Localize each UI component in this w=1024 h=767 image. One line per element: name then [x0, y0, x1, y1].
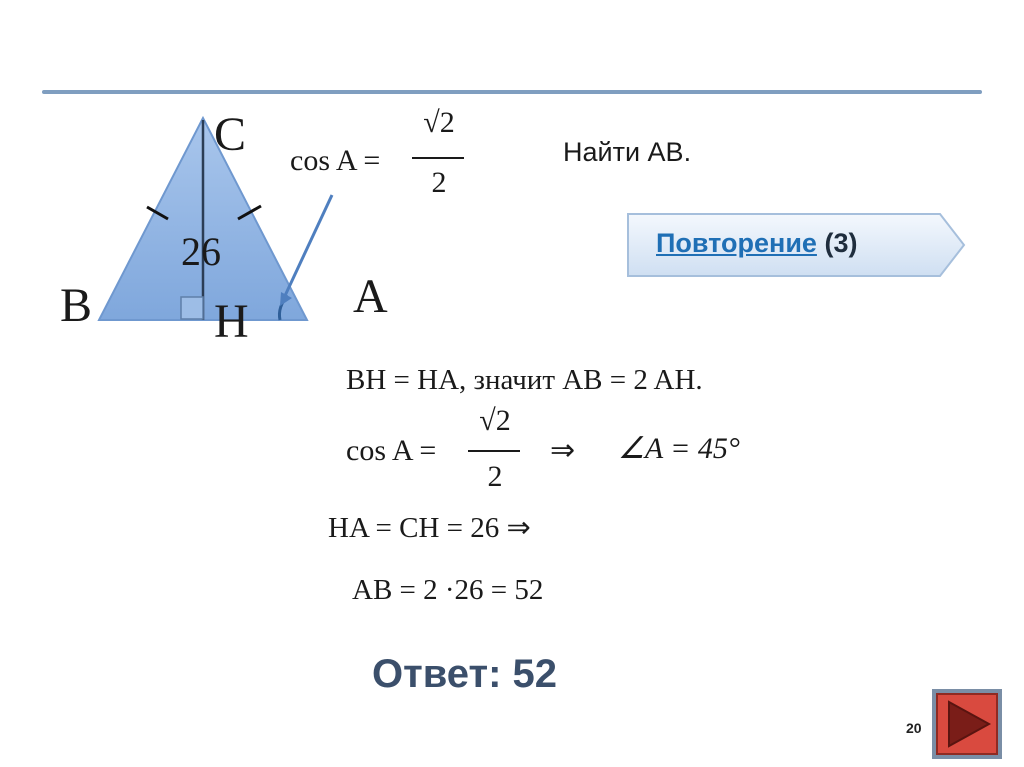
review-suffix: (3)	[824, 228, 858, 258]
solution-line-4: AB = 2 ·26 = 52	[352, 574, 544, 606]
solution-cos-denominator: 2	[487, 460, 503, 493]
solution-line-1: BH = HA, значит AB = 2 AH.	[346, 364, 703, 396]
solution-fraction-bar	[468, 450, 520, 452]
vertex-label-h: H	[214, 295, 249, 348]
pointer-arrow	[283, 195, 332, 300]
task-text: Найти АВ.	[563, 137, 692, 167]
solution-cos-numerator: √2	[479, 404, 511, 437]
next-slide-button[interactable]	[931, 688, 1003, 760]
top-formula-numerator: √2	[423, 106, 455, 139]
altitude-length-label: 26	[181, 229, 221, 274]
vertex-label-a: A	[353, 270, 388, 323]
solution-cos-lhs: cos A =	[346, 434, 437, 467]
review-button[interactable]	[656, 228, 857, 259]
review-link[interactable]: Повторение	[656, 228, 817, 258]
top-formula-denominator: 2	[431, 166, 447, 199]
vertex-label-b: B	[60, 279, 93, 332]
answer-text: Ответ: 52	[372, 652, 557, 696]
angle-result: ∠A = 45°	[618, 432, 740, 465]
implies-symbol: ⇒	[550, 434, 576, 467]
top-formula-lhs: cos A =	[290, 144, 381, 177]
top-formula-fraction-bar	[412, 157, 464, 159]
vertex-label-c: C	[214, 108, 247, 161]
page-number: 20	[906, 720, 922, 736]
solution-line-3: HA = CH = 26 ⇒	[328, 512, 531, 544]
right-angle-mark	[181, 297, 203, 319]
